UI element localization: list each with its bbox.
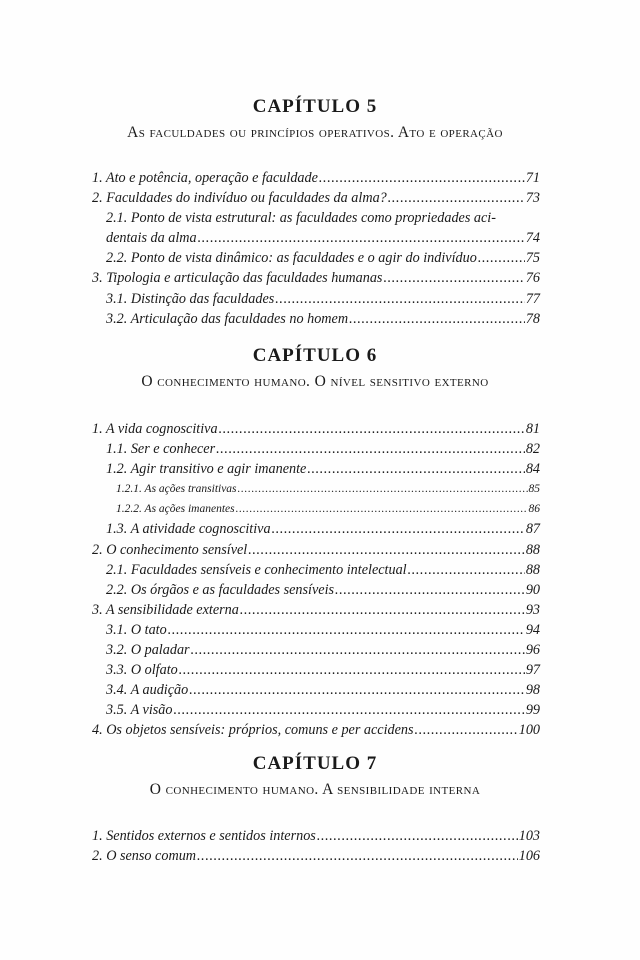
dot-leader <box>319 168 525 188</box>
toc-entry[interactable] <box>90 168 540 188</box>
dot-leader <box>335 580 525 600</box>
toc-entry[interactable] <box>90 228 540 248</box>
toc-entry-page: 81 <box>525 421 540 437</box>
toc-entry[interactable] <box>90 680 540 700</box>
dot-leader <box>168 620 525 640</box>
toc-entry-title: 2. Faculdades do indivíduo ou faculdades da alma? <box>92 190 387 207</box>
toc-entry-title: 1. A vida cognoscitiva <box>92 421 218 437</box>
toc-entry[interactable] <box>90 419 540 439</box>
dot-leader <box>219 419 525 439</box>
toc-list <box>90 419 540 741</box>
dot-leader <box>191 640 525 660</box>
dot-leader <box>240 600 525 620</box>
toc-entry-page: 73 <box>525 190 540 207</box>
dot-leader <box>173 700 524 720</box>
toc-entry-title: 3.5. A visão <box>106 702 173 719</box>
toc-entry-page: 77 <box>525 290 540 307</box>
toc-entry[interactable] <box>90 479 540 499</box>
toc-entry-page: 99 <box>525 702 540 719</box>
toc-entry[interactable] <box>90 309 540 329</box>
toc-entry-page: 90 <box>525 581 540 598</box>
toc-entry[interactable] <box>90 248 540 268</box>
chapter-subtitle: As faculdades ou princípios operativos. Ato e operação <box>127 124 503 141</box>
toc-entry-title: 2.1. Faculdades sensíveis e conhecimento intelectual <box>106 561 407 578</box>
toc-entry[interactable] <box>90 620 540 640</box>
toc-entry-title: 1.1. Ser e conhecer <box>106 441 216 458</box>
toc-entry[interactable] <box>90 439 540 459</box>
toc-entry[interactable] <box>90 700 540 720</box>
toc-entry-title: 1.3. A atividade cognoscitiva <box>106 521 271 538</box>
dot-leader <box>275 289 525 309</box>
toc-entry-page: 106 <box>518 848 540 865</box>
toc-entry-title: 3.1. O tato <box>106 621 167 638</box>
dot-leader <box>408 560 525 580</box>
toc-entry-page: 88 <box>525 541 540 558</box>
toc-entry-page: 75 <box>525 250 540 267</box>
toc-entry[interactable] <box>90 459 540 479</box>
toc-entry[interactable] <box>90 640 540 660</box>
dot-leader <box>216 439 525 459</box>
toc-entry-title: 1.2. Agir transitivo e agir imanente <box>106 461 307 478</box>
toc-entry-title: 3. Tipologia e articulação das faculdades humanas <box>92 270 383 287</box>
toc-entry-page: 84 <box>525 461 540 478</box>
toc-entry[interactable] <box>90 499 540 519</box>
toc-entry-title: 3.2. Articulação das faculdades no homem <box>106 310 349 327</box>
toc-entry-title: 2. O conhecimento sensível <box>92 541 248 558</box>
toc-entry-title: 3.1. Distinção das faculdades <box>106 290 275 307</box>
toc-entry-page: 100 <box>518 722 540 739</box>
chapter-7 <box>90 753 540 866</box>
dot-leader <box>415 720 518 740</box>
toc-entry-page: 103 <box>518 828 540 844</box>
toc-entry-title: 3.4. A audição <box>106 682 189 699</box>
dot-leader <box>317 826 518 846</box>
toc-entry-title: 3. A sensibilidade externa <box>92 601 239 618</box>
toc-entry-page: 98 <box>525 682 540 699</box>
chapter-title: CAPÍTULO 6 <box>252 345 378 366</box>
dot-leader <box>238 479 528 499</box>
toc-entry-page: 82 <box>525 441 540 458</box>
chapter-title: CAPÍTULO 7 <box>252 753 378 774</box>
dot-leader <box>272 519 525 539</box>
toc-entry[interactable] <box>90 289 540 309</box>
toc-entry[interactable] <box>90 826 540 846</box>
toc-entry-page: 88 <box>525 561 540 578</box>
toc-entry-page: 78 <box>525 310 540 327</box>
toc-entry[interactable] <box>90 846 540 866</box>
toc-entry-title: 3.3. O olfato <box>106 662 178 679</box>
toc-entry-title: 4. Os objetos sensíveis: próprios, comuns e per accidens <box>92 722 414 739</box>
chapter-subtitle: O conhecimento humano. O nível sensitivo externo <box>141 373 489 390</box>
toc-entry-page: 97 <box>525 662 540 679</box>
toc-entry[interactable] <box>90 660 540 680</box>
dot-leader <box>388 188 525 208</box>
dot-leader <box>248 540 525 560</box>
toc-entry[interactable] <box>90 268 540 288</box>
toc-entry[interactable] <box>90 540 540 560</box>
toc-entry-title-line1[interactable]: 2.1. Ponto de vista estrutural: as faculdades como propriedades aci- <box>106 210 496 227</box>
toc-entry-title: 1.2.2. As ações imanentes <box>116 503 235 516</box>
toc-entry-title: 1. Ato e potência, operação e faculdade <box>92 170 318 186</box>
toc-entry[interactable] <box>90 720 540 740</box>
dot-leader <box>236 499 528 519</box>
toc-entry-page: 94 <box>525 621 540 638</box>
toc-entry-page: 85 <box>528 483 540 496</box>
toc-entry-page: 86 <box>528 503 540 516</box>
toc-entry[interactable] <box>90 580 540 600</box>
dot-leader <box>198 228 525 248</box>
toc-entry-title: 3.2. O paladar <box>106 642 190 659</box>
chapter-6 <box>90 345 540 741</box>
toc-list <box>90 168 540 329</box>
toc-entry[interactable] <box>90 600 540 620</box>
toc-entry-title: 2.2. Os órgãos e as faculdades sensíveis <box>106 581 335 598</box>
toc-entry-page: 87 <box>525 521 540 538</box>
toc-entry-title: 1.2.1. As ações transitivas <box>116 483 237 496</box>
dot-leader <box>189 680 525 700</box>
toc-entry[interactable] <box>90 560 540 580</box>
toc-entry-title-line2: dentais da alma <box>106 230 197 247</box>
toc-entry[interactable] <box>90 188 540 208</box>
toc-entry-page: 76 <box>525 270 540 287</box>
dot-leader <box>197 846 518 866</box>
toc-entry-title: 1. Sentidos externos e sentidos internos <box>92 828 316 844</box>
toc-entry-title: 2. O senso comum <box>92 848 197 865</box>
dot-leader <box>383 268 524 288</box>
dot-leader <box>478 248 525 268</box>
toc-entry-title: 2.2. Ponto de vista dinâmico: as faculdades e o agir do indivíduo <box>106 250 477 267</box>
toc-list <box>90 826 540 866</box>
chapter-title: CAPÍTULO 5 <box>252 96 378 117</box>
chapter-5 <box>90 96 540 329</box>
toc-entry-page: 71 <box>525 170 540 186</box>
toc-entry-page: 93 <box>525 601 540 618</box>
toc-entry-page: 74 <box>525 230 540 247</box>
dot-leader <box>179 660 525 680</box>
dot-leader <box>349 309 525 329</box>
dot-leader <box>307 459 524 479</box>
chapter-subtitle: O conhecimento humano. A sensibilidade interna <box>149 781 481 798</box>
toc-entry-page: 96 <box>525 642 540 659</box>
toc-entry[interactable] <box>90 519 540 539</box>
